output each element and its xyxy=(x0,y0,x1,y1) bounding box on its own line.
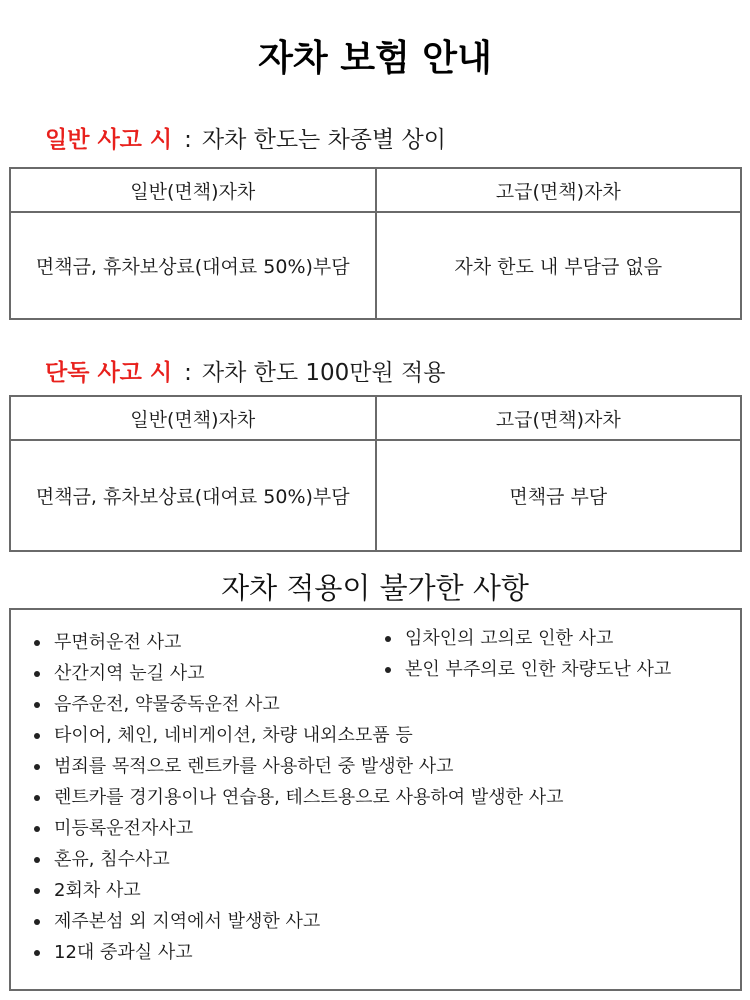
list-item-text: 제주본섬 외 지역에서 발생한 사고 xyxy=(54,911,321,932)
page-title: 자차 보험 안내 xyxy=(258,38,492,79)
bullet-icon xyxy=(34,671,40,677)
list-item xyxy=(32,847,564,878)
list-item-text: 본인 부주의로 인한 차량도난 사고 xyxy=(405,659,672,680)
list-item xyxy=(32,723,564,754)
table-row xyxy=(10,212,741,319)
table-row xyxy=(10,440,741,551)
bullet-icon xyxy=(34,764,40,770)
list-item xyxy=(32,692,564,723)
bullet-icon xyxy=(34,888,40,894)
cell-standard-coverage: 면책금, 휴차보상료(대여료 50%)부담 xyxy=(10,440,376,551)
list-item-text: 무면허운전 사고 xyxy=(54,632,182,653)
single-accident-heading xyxy=(45,354,445,387)
single-accident-label: 단독 사고 시 xyxy=(45,360,173,386)
header-premium-coverage: 고급(면책)자차 xyxy=(376,396,742,440)
cell-premium-coverage: 면책금 부담 xyxy=(376,440,742,551)
list-item xyxy=(32,940,564,971)
exclusions-right-list xyxy=(383,626,671,688)
header-standard-coverage: 일반(면책)자차 xyxy=(10,168,376,212)
list-item-text: 12대 중과실 사고 xyxy=(54,942,193,963)
table-header-row xyxy=(10,168,741,212)
bullet-icon xyxy=(385,636,391,642)
heading-separator: : xyxy=(184,127,192,153)
bullet-icon xyxy=(34,950,40,956)
list-item-text: 임차인의 고의로 인한 사고 xyxy=(405,628,614,649)
cell-premium-coverage: 자차 한도 내 부담금 없음 xyxy=(376,212,742,319)
header-standard-coverage: 일반(면책)자차 xyxy=(10,396,376,440)
list-item xyxy=(383,657,671,688)
exclusions-box xyxy=(9,608,742,991)
list-item xyxy=(32,816,564,847)
bullet-icon xyxy=(34,702,40,708)
list-item-text: 범죄를 목적으로 렌트카를 사용하던 중 발생한 사고 xyxy=(54,756,454,777)
header-premium-coverage: 고급(면책)자차 xyxy=(376,168,742,212)
list-item-text: 타이어, 체인, 네비게이션, 차량 내외소모품 등 xyxy=(54,725,413,746)
list-item-text: 산간지역 눈길 사고 xyxy=(54,663,205,684)
bullet-icon xyxy=(34,857,40,863)
heading-separator: : xyxy=(184,360,192,386)
cell-standard-coverage: 면책금, 휴차보상료(대여료 50%)부담 xyxy=(10,212,376,319)
single-accident-table xyxy=(9,395,742,552)
list-item-text: 렌트카를 경기용이나 연습용, 테스트용으로 사용하여 발생한 사고 xyxy=(54,787,564,808)
general-accident-heading xyxy=(45,121,446,154)
list-item-text: 2회차 사고 xyxy=(54,880,141,901)
list-item xyxy=(383,626,671,657)
bullet-icon xyxy=(34,826,40,832)
list-item-text: 미등록운전자사고 xyxy=(54,818,194,839)
list-item xyxy=(32,785,564,816)
bullet-icon xyxy=(34,795,40,801)
list-item xyxy=(32,754,564,785)
general-accident-label: 일반 사고 시 xyxy=(45,127,173,153)
general-accident-description: 자차 한도는 차종별 상이 xyxy=(201,127,446,153)
bullet-icon xyxy=(34,733,40,739)
bullet-icon xyxy=(34,919,40,925)
general-accident-table xyxy=(9,167,742,320)
table-header-row xyxy=(10,396,741,440)
exclusions-title: 자차 적용이 불가한 사항 xyxy=(221,571,529,605)
list-item xyxy=(32,878,564,909)
list-item xyxy=(32,909,564,940)
bullet-icon xyxy=(34,640,40,646)
single-accident-description: 자차 한도 100만원 적용 xyxy=(201,360,446,386)
list-item-text: 혼유, 침수사고 xyxy=(54,849,170,870)
bullet-icon xyxy=(385,667,391,673)
list-item-text: 음주운전, 약물중독운전 사고 xyxy=(54,694,280,715)
